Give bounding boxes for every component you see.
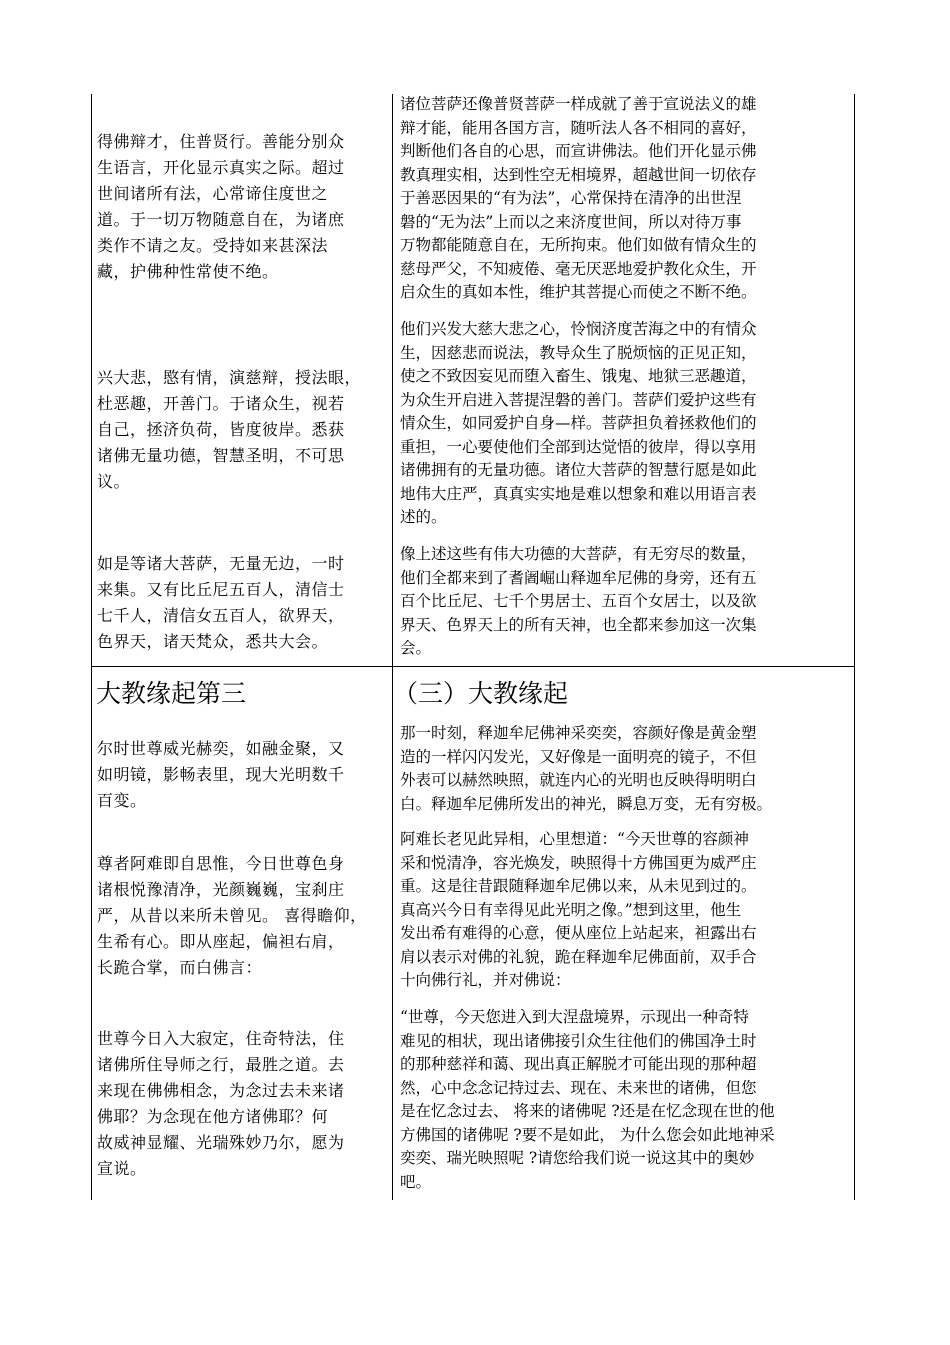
lower-right-paragraph-2: 阿难长老见此异相，心里想道：“今天世尊的容颜神 采和悦清净，容光焕发，映照得十方佛国更为威严庄 重。这是往昔跟随释迦牟尼佛以来，从未见到过的。 真高兴今日有幸得见此光明之像。”想到这里，他生 发出希有难得的心意，便从座位上站起来，袒露出右 肩以表示对佛的礼貌，跪在释迦牟尼佛面前，双手合 十向佛行礼，并对佛说：	[400, 830, 757, 989]
lower-left-paragraph-3: 世尊今日入大寂定，住奇特法，住 诸佛所住导师之行，最胜之道。去 来现在佛佛相念，为念过去未来诸 佛耶？为念现在他方诸佛耶？何 故威神显耀、光瑞殊妙乃尔，愿为 宣说。	[97, 1029, 345, 1178]
table-column-divider	[392, 94, 393, 1200]
table-right-border	[854, 94, 855, 1200]
lower-right-paragraph-1: 那一时刻，释迦牟尼佛神采奕奕，容颜好像是黄金塑 造的一样闪闪发光，又好像是一面明亮的镜子，不但 外表可以赫然映照，就连内心的光明也反映得明明白 白。释迦牟尼佛所发出的神光，瞬息万变，无有穷极。	[400, 724, 773, 813]
table-section-divider	[91, 666, 855, 667]
lower-left-paragraph-2: 尊者阿难即自思惟，今日世尊色身 诸根悦豫清净，光颜巍巍，宝刹庄 严，从昔以来所未曾见。 喜得瞻仰， 生希有心。即从座起，偏袒右肩， 长跪合掌，而白佛言：	[97, 854, 367, 977]
table-left-border	[91, 94, 92, 1200]
upper-left-paragraph-3: 如是等诸大菩萨，无量无边，一时 来集。又有比丘尼五百人，清信士 七千人，清信女五百人，欲界天， 色界天，诸天梵众，悉共大会。	[97, 554, 345, 651]
upper-left-paragraph-1: 得佛辩才，住普贤行。善能分别众 生语言，开化显示真实之际。超过 世间诸所有法，心常谛住度世之 道。于一切万物随意自在，为诸庶 类作不请之友。受持如来甚深法 藏，护佛种性常使不绝。	[97, 132, 345, 281]
upper-left-paragraph-2: 兴大悲，愍有情，演慈辩，授法眼， 杜恶趣，开善门。于诸众生，视若 自己，拯济负荷，皆度彼岸。悉获 诸佛无量功德，智慧圣明，不可思 议。	[97, 368, 362, 491]
lower-right-paragraph-3: “世尊，今天您进入到大涅盘境界，示现出一种奇特 难见的相状，现出诸佛接引众生往他们的佛国净土时 的那种慈祥和蔼、现出真正解脱才可能出现的那种超 然，心中念念记持过去、现在、未来世的诸佛，但您 是在忆念过去、 将来的诸佛呢 ?还是在忆念现在世的他 方佛国的诸佛呢 ?要不是如此， 为什么您会如此地神采 奕奕、瑞光映照呢 ?请您给我们说一说这其中的奥妙 吧。	[400, 1008, 775, 1191]
left-section-heading: 大教缘起第三	[96, 679, 247, 708]
upper-right-paragraph-2: 他们兴发大慈大悲之心，怜悯济度苦海之中的有情众 生，因慈悲而说法，教导众生了脱烦恼的正见正知， 使之不致因妄见而堕入畜生、饿鬼、地狱三恶趣道， 为众生开启进入菩提涅磐的善门。菩萨们爱护这些有 情众生，如同爱护自身—样。菩萨担负着拯救他们的 重担，一心要使他们全部到达觉悟的彼岸，得以享用 诸佛拥有的无量功德。诸位大菩萨的智慧行愿是如此 地伟大庄严，真真实实地是难以想象和难以用语言表 述的。	[400, 320, 757, 526]
upper-right-paragraph-3: 像上述这些有伟大功德的大菩萨，有无穷尽的数量， 他们全都来到了耆阇崛山释迦牟尼佛的身旁，还有五 百个比丘尼、七千个男居士、五百个女居士，以及欲 界天、色界天上的所有天神，也全都来参加这一次集 会。	[400, 545, 757, 657]
upper-right-paragraph-1: 诸位菩萨还像普贤菩萨一样成就了善于宣说法义的雄 辩才能，能用各国方言，随听法人各不相同的喜好， 判断他们各自的心思，而宣讲佛法。他们开化显示佛 教真理实相，达到性空无相境界，超越世间一切依存 于善恶因果的“有为法”，心常保持在清净的出世涅 磐的“无为法”上而以之来济度世间，所以对待万事 万物都能随意自在，无所拘束。他们如做有情众生的 慈母严父，不知疲倦、毫无厌恶地爱护教化众生，开 启众生的真如本性，维护其菩提心而使之不断不绝。	[400, 95, 757, 301]
lower-left-paragraph-1: 尔时世尊威光赫奕，如融金聚，又 如明镜，影畅表里，现大光明数千 百变。	[97, 739, 345, 810]
right-section-heading: （三）大教缘起	[393, 679, 569, 708]
